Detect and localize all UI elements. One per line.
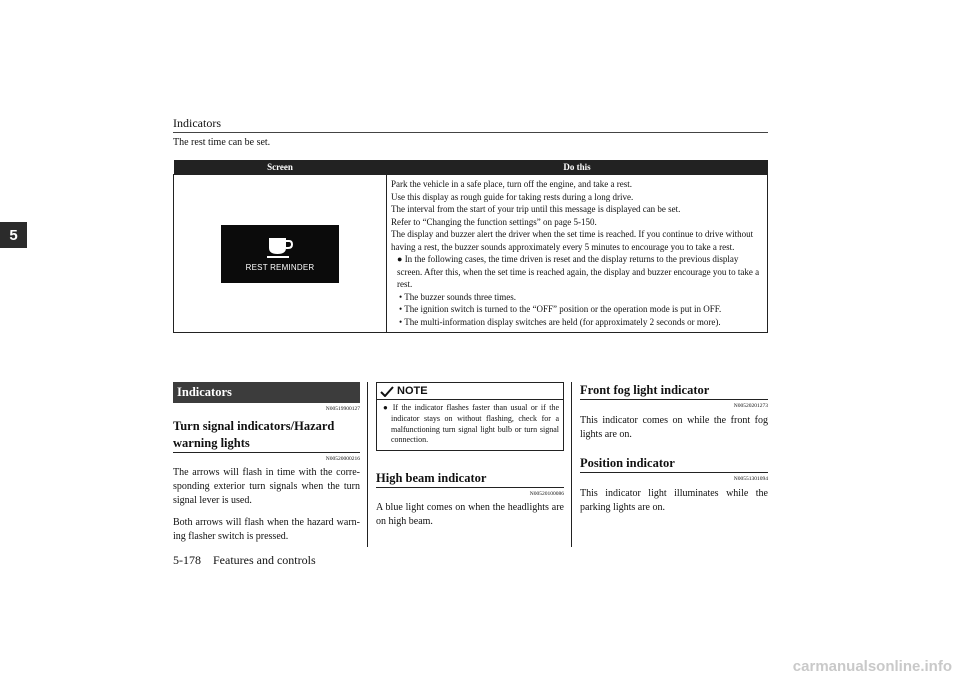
sub-item: • The ignition switch is turned to the “OFF” position or the operation mode is put in OFF. (399, 304, 722, 314)
column-divider (367, 382, 368, 547)
bullet-dot-icon: ● (383, 403, 393, 412)
column-2 (376, 382, 564, 529)
intro-text: The rest time can be set. (173, 137, 271, 148)
hazard-paragraph: Both arrows will flash when the hazard warn-ing flasher switch is pressed. (173, 517, 360, 542)
front-fog-paragraph: This indicator comes on while the front fog lights are on. (580, 415, 768, 440)
turn-signal-paragraph: The arrows will flash in time with the corre-sponding exterior turn signals when the turn signal lever is used. (173, 467, 360, 506)
section-heading-turn-signal: Turn signal indicators/Hazard warning lights (173, 418, 360, 453)
note-box (376, 382, 564, 451)
watermark-text[interactable]: carmanualsonline.info (792, 658, 952, 675)
reference-code: N00551301094 (733, 476, 768, 482)
instruction-line: Use this display as rough guide for taking rests during a long drive. (391, 191, 634, 202)
column-1 (173, 382, 360, 544)
screen-cell (174, 175, 387, 333)
position-paragraph: This indicator light illuminates while the parking lights are on. (580, 488, 768, 513)
note-body: ● If the indicator flashes faster than usual or if the indicator stays on without flashing, check for a malfunctioning turn signal light bulb or turn signal connection. (383, 403, 559, 445)
sub-item: • The buzzer sounds three times. (399, 291, 516, 302)
coffee-cup-icon (266, 235, 294, 259)
reference-code: N00520000216 (325, 456, 360, 462)
page-header-title: Indicators (173, 116, 221, 130)
section-heading-indicators: Indicators (173, 382, 360, 403)
instruction-line: Park the vehicle in a safe place, turn off the engine, and take a rest. (391, 179, 632, 189)
bullet-item: ● In the following cases, the time driven is reset and the display returns to the previous display screen. After this, when the set time is reached again, the display and buzzer encourage you to take a rest. (397, 254, 760, 289)
bullet-dot-icon: ● (397, 254, 405, 264)
column-divider (571, 382, 572, 547)
section-heading-front-fog: Front fog light indicator (580, 382, 768, 400)
high-beam-paragraph: A blue light comes on when the headlights are on high beam. (376, 502, 564, 528)
rest-reminder-table (173, 160, 768, 333)
column-header-screen: Screen (174, 160, 387, 175)
note-header (377, 383, 563, 400)
instruction-line: The interval from the start of your trip until this message is displayed can be set. (391, 204, 681, 214)
column-3 (580, 382, 768, 515)
note-label: NOTE (397, 384, 428, 397)
instruction-line: The display and buzzer alert the driver when the set time is reached. If you continue to drive without having a rest, the buzzer sounds approximately every 5 minutes to encourage you to take a rest. (391, 229, 754, 252)
reference-code: N00520201273 (733, 403, 768, 409)
sub-item: • The multi-information display switches are held (for approximately 2 seconds or more). (399, 316, 721, 327)
checkmark-icon (380, 386, 394, 397)
section-heading-high-beam: High beam indicator (376, 470, 564, 488)
header-rule (173, 132, 768, 133)
rest-reminder-display (221, 225, 339, 283)
do-this-cell (387, 175, 768, 333)
section-heading-position: Position indicator (580, 455, 768, 473)
instruction-line: Refer to “Changing the function settings” on page 5-150. (391, 216, 597, 227)
reference-code: N00519900127 (325, 406, 360, 412)
reference-code: N00520100086 (529, 491, 564, 498)
chapter-tab: 5 (0, 222, 27, 248)
rest-reminder-label: REST REMINDER (245, 263, 315, 272)
column-header-do-this: Do this (387, 160, 768, 175)
page-footer: 5-178 Features and controls (173, 553, 316, 567)
